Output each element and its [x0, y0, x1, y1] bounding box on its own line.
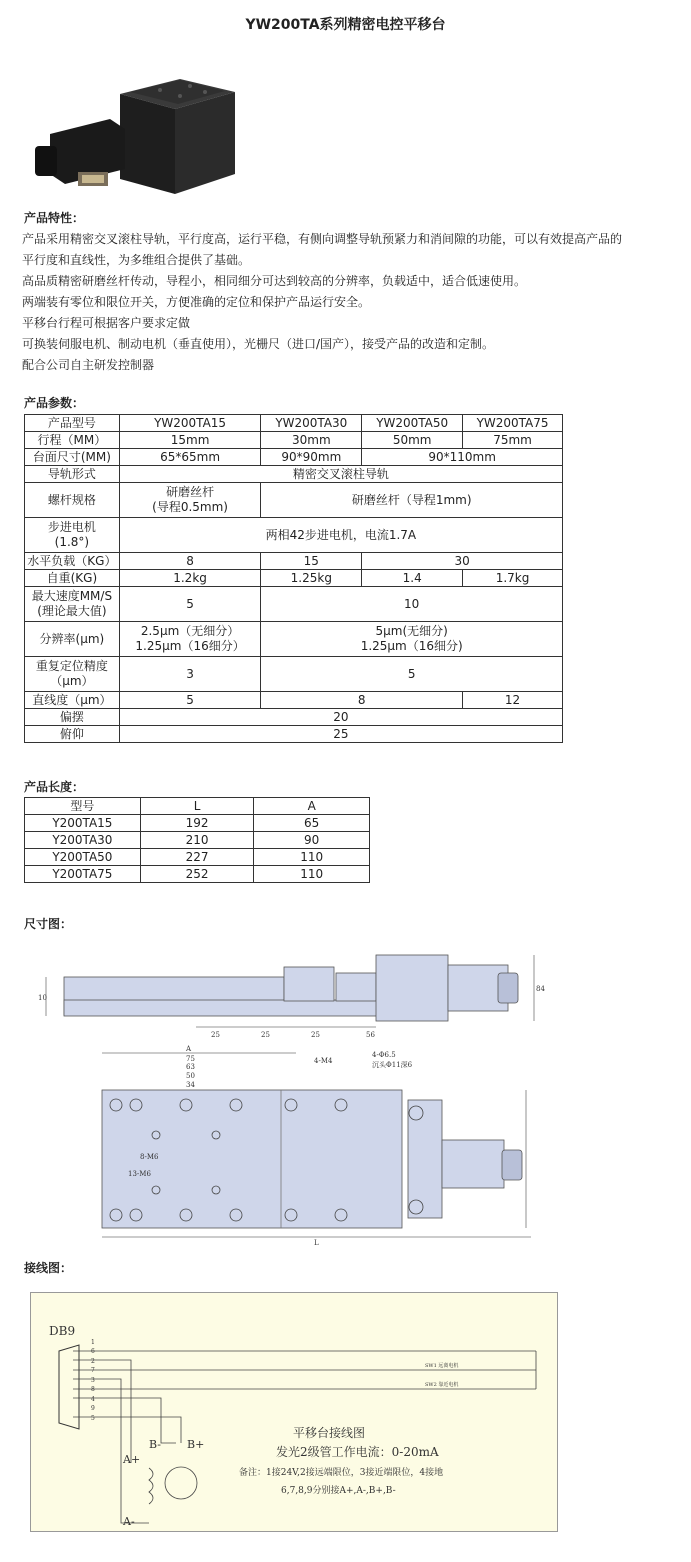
table-cell: 螺杆规格: [25, 483, 120, 518]
table-cell: 252: [140, 866, 254, 883]
table-row: [25, 657, 563, 692]
table-cell: 产品型号: [25, 415, 120, 432]
table-row: [25, 815, 370, 832]
wiring-caption-current: 发光2级管工作电流：0-20mA: [276, 1445, 439, 1459]
table-cell: 1.2kg: [119, 570, 261, 587]
dim-label: 34: [186, 1081, 195, 1089]
feature-line: 产品采用精密交叉滚柱导轨，平行度高，运行平稳，有侧向调整导轨预紧力和消间隙的功能，可以有效提高产品的: [22, 232, 623, 246]
dim-label: 4-M4: [314, 1057, 333, 1065]
cell-line: （μm）: [50, 674, 94, 688]
wiring-diagram: [30, 1292, 558, 1532]
table-cell: 110: [254, 866, 370, 883]
dim-label: 75: [186, 1055, 195, 1063]
wiring-heading: 接线图：: [24, 1261, 73, 1275]
table-row: [25, 726, 563, 743]
pin-label: 6: [91, 1348, 95, 1355]
table-row: [25, 692, 563, 709]
table-cell: [119, 622, 261, 657]
table-cell: YW200TA75: [463, 415, 563, 432]
product-photo: [30, 74, 240, 199]
table-cell: 5: [261, 657, 563, 692]
table-cell: YW200TA15: [119, 415, 261, 432]
table-cell: [25, 657, 120, 692]
dim-label: 25: [211, 1031, 220, 1039]
table-row: [25, 518, 563, 553]
table-row: [25, 798, 370, 815]
table-cell: L: [140, 798, 254, 815]
table-row: [25, 553, 563, 570]
db9-label: DB9: [49, 1324, 76, 1338]
table-cell: 精密交叉滚柱导轨: [119, 466, 562, 483]
cell-line: 重复定位精度: [35, 659, 108, 673]
dim-label: 50: [186, 1072, 195, 1080]
table-cell: 研磨丝杆（导程1mm): [261, 483, 563, 518]
coil-label: B-: [149, 1438, 162, 1451]
table-cell: YW200TA50: [362, 415, 463, 432]
wiring-note: 6,7,8,9分别接A+,A-,B+,B-: [281, 1486, 396, 1496]
table-cell: 直线度（μm）: [25, 692, 120, 709]
table-cell: 110: [254, 849, 370, 866]
table-cell: 8: [119, 553, 261, 570]
table-cell: 3: [119, 657, 261, 692]
pin-label: 1: [91, 1339, 95, 1346]
table-cell: 65*65mm: [119, 449, 261, 466]
cell-line: 5μm(无细分): [375, 624, 448, 638]
wiring-note: 备注：1接24V,2接远端限位，3接近端限位，4接地: [239, 1468, 444, 1478]
table-cell: 水平负载（KG）: [25, 553, 120, 570]
cell-line: 最大速度MM/S: [31, 589, 113, 603]
page-title: YW200TA系列精密电控平移台: [245, 17, 446, 33]
table-cell: 192: [140, 815, 254, 832]
table-cell: Y200TA30: [25, 832, 141, 849]
dim-label: 4-Φ6.5: [372, 1051, 396, 1059]
dim-label: 56: [366, 1031, 375, 1039]
table-row: [25, 849, 370, 866]
table-cell: 台面尺寸(MM): [25, 449, 120, 466]
table-cell: 30mm: [261, 432, 362, 449]
cell-line: 1.25μm（16细分）: [135, 639, 245, 653]
table-cell: 15mm: [119, 432, 261, 449]
table-cell: 两相42步进电机，电流1.7A: [119, 518, 562, 553]
table-cell: [119, 483, 261, 518]
table-cell: 10: [261, 587, 563, 622]
dim-label: L: [314, 1239, 319, 1245]
dimension-heading: 尺寸图：: [24, 917, 73, 931]
table-row: [25, 709, 563, 726]
feature-line: 平移台行程可根据客户要求定做: [22, 316, 191, 330]
table-row: [25, 622, 563, 657]
cell-line: (导程0.5mm): [152, 500, 228, 514]
table-cell: 自重(KG): [25, 570, 120, 587]
table-cell: 5: [119, 692, 261, 709]
table-cell: 5: [119, 587, 261, 622]
feature-line: 可换装伺服电机、制动电机（垂直使用），光栅尺（进口/国产），接受产品的改造和定制。: [22, 337, 495, 351]
cell-line: (1.8°): [54, 535, 90, 549]
wiring-svg: [31, 1293, 557, 1531]
table-cell: 12: [463, 692, 563, 709]
table-cell: YW200TA30: [261, 415, 362, 432]
features-heading: 产品特性：: [24, 211, 85, 225]
table-cell: 偏摆: [25, 709, 120, 726]
dim-label: 沉头Φ11深6: [372, 1061, 413, 1069]
table-cell: 20: [119, 709, 562, 726]
top-view: [102, 1053, 531, 1237]
table-cell: 50mm: [362, 432, 463, 449]
table-cell: 分辨率(μm): [25, 622, 120, 657]
switch-label: SW1 远离电机: [425, 1363, 459, 1369]
dim-label: 25: [261, 1031, 270, 1039]
table-cell: [25, 587, 120, 622]
table-cell: 型号: [25, 798, 141, 815]
pin-label: 5: [91, 1415, 95, 1422]
table-cell: 210: [140, 832, 254, 849]
table-row: [25, 432, 563, 449]
table-cell: [25, 518, 120, 553]
lengths-heading: 产品长度：: [24, 780, 85, 794]
pin-label: 2: [91, 1358, 95, 1365]
coil-label: A+: [123, 1453, 141, 1466]
table-cell: 75mm: [463, 432, 563, 449]
pin-label: 9: [91, 1405, 95, 1412]
coil-label: A-: [123, 1515, 135, 1528]
lengths-table: [24, 797, 370, 883]
table-cell: A: [254, 798, 370, 815]
wiring-caption-title: 平移台接线图: [293, 1426, 366, 1440]
pin-label: 8: [91, 1386, 95, 1393]
switch-label: SW2 靠近电机: [425, 1382, 459, 1388]
table-cell: 8: [261, 692, 463, 709]
table-row: [25, 587, 563, 622]
table-cell: 90*90mm: [261, 449, 362, 466]
cell-line: 研磨丝杆: [166, 485, 215, 499]
table-row: [25, 866, 370, 883]
table-cell: 俯仰: [25, 726, 120, 743]
pin-label: 7: [91, 1367, 95, 1374]
side-view: [46, 955, 534, 1027]
table-cell: 227: [140, 849, 254, 866]
db9-connector: [59, 1345, 79, 1429]
table-row: [25, 449, 563, 466]
table-cell: Y200TA75: [25, 866, 141, 883]
table-cell: [261, 622, 563, 657]
cell-line: 1.25μm（16细分): [360, 639, 463, 653]
pin-label: 4: [91, 1396, 95, 1403]
table-cell: Y200TA15: [25, 815, 141, 832]
params-table: [24, 414, 563, 743]
dim-label: 10: [38, 994, 47, 1002]
table-cell: 导轨形式: [25, 466, 120, 483]
dim-label: 25: [311, 1031, 320, 1039]
dim-label: 8-M6: [140, 1153, 159, 1161]
table-cell: 1.7kg: [463, 570, 563, 587]
dim-label: 63: [186, 1063, 195, 1071]
cell-line: 步进电机: [47, 520, 96, 534]
pin-labels: [91, 1339, 95, 1422]
table-row: [25, 483, 563, 518]
dim-label: 13-M6: [128, 1170, 151, 1178]
table-cell: 1.25kg: [261, 570, 362, 587]
cell-line: 2.5μm（无细分）: [140, 624, 240, 638]
feature-line: 配合公司自主研发控制器: [22, 358, 155, 372]
pin-label: 3: [91, 1377, 95, 1384]
table-cell: 15: [261, 553, 362, 570]
feature-line: 平行度和直线性，为多维组合提供了基础。: [22, 253, 251, 267]
table-row: [25, 832, 370, 849]
dim-label: 84: [536, 985, 545, 993]
table-row: [25, 415, 563, 432]
table-row: [25, 466, 563, 483]
params-heading: 产品参数：: [24, 396, 85, 410]
table-cell: 90: [254, 832, 370, 849]
table-cell: 行程（MM）: [25, 432, 120, 449]
table-cell: 30: [362, 553, 563, 570]
feature-line: 高品质精密研磨丝杆传动，导程小，相同细分可达到较高的分辨率，负载适中，适合低速使用。: [22, 274, 527, 288]
dimension-drawing: [36, 945, 546, 1245]
dim-label: A: [186, 1045, 192, 1053]
table-cell: 65: [254, 815, 370, 832]
feature-line: 两端装有零位和限位开关，方便准确的定位和保护产品运行安全。: [22, 295, 371, 309]
table-cell: 90*110mm: [362, 449, 563, 466]
coil-label: B+: [187, 1438, 205, 1451]
cell-line: (理论最大值): [37, 604, 107, 618]
features-text: [22, 229, 672, 376]
table-cell: 1.4: [362, 570, 463, 587]
table-row: [25, 570, 563, 587]
table-cell: Y200TA50: [25, 849, 141, 866]
table-cell: 25: [119, 726, 562, 743]
